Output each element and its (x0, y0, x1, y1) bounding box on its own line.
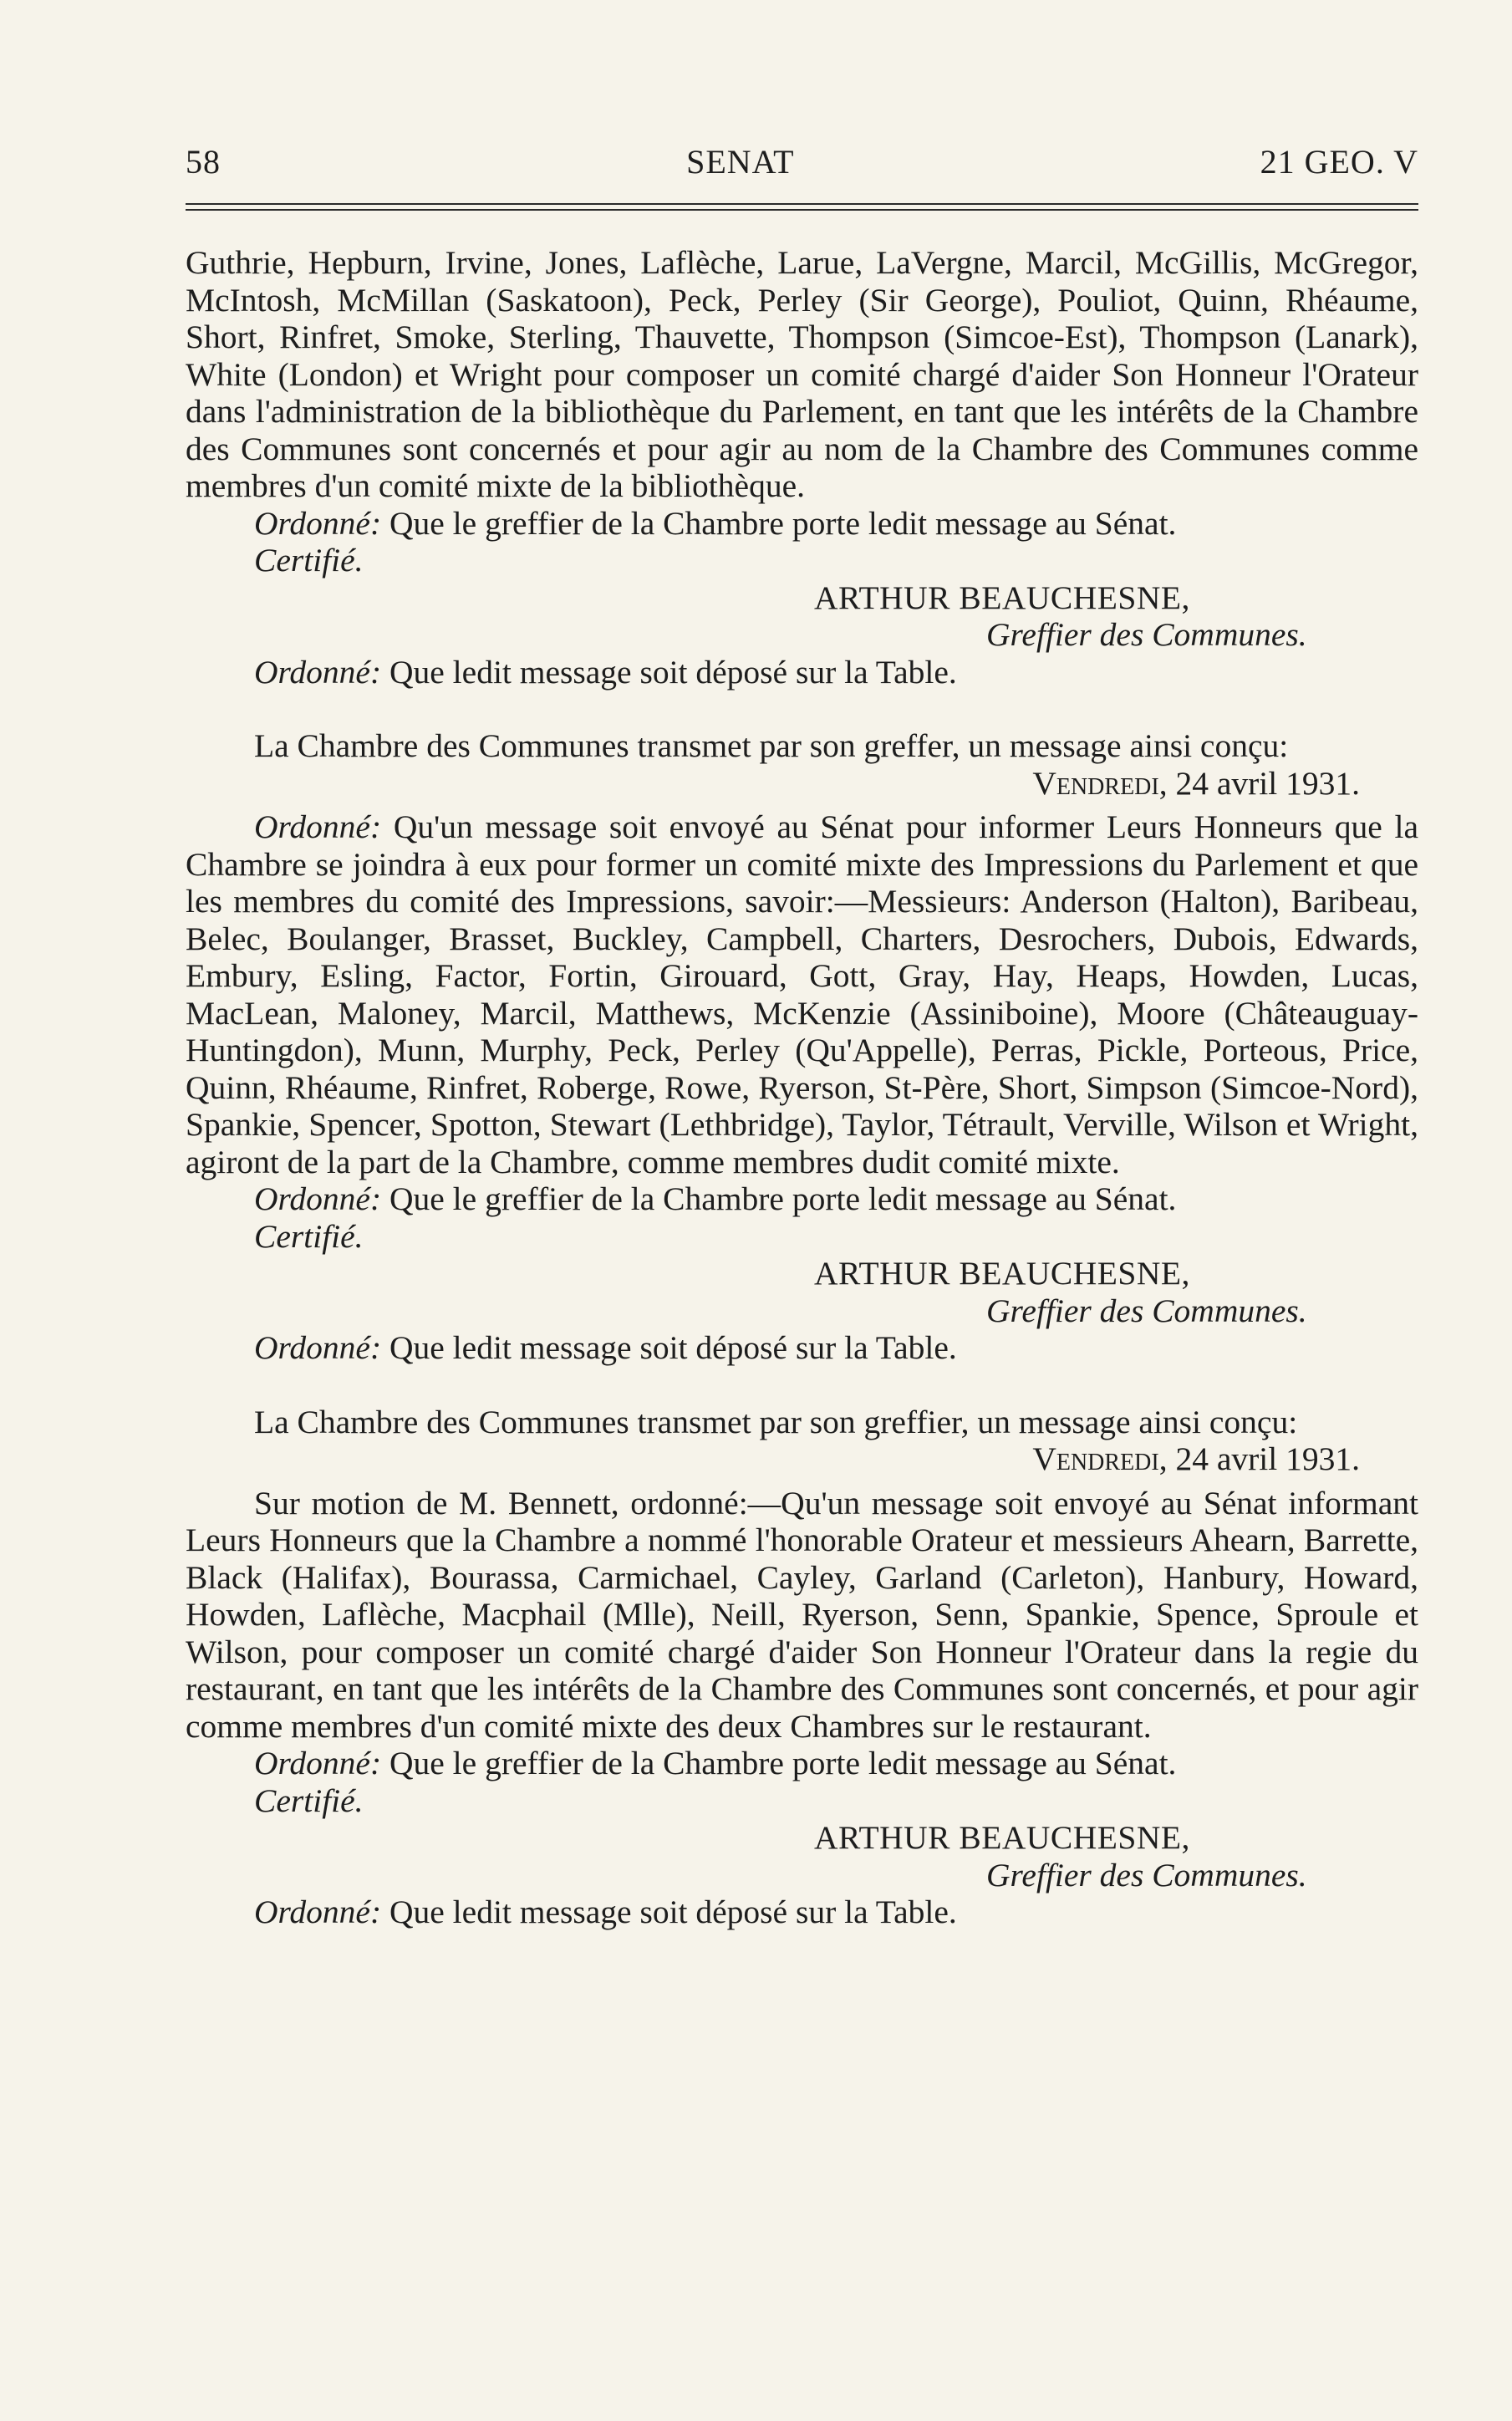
certified-label: Certifié. (254, 1781, 364, 1819)
signatory-title: Greffier des Communes. (986, 616, 1307, 653)
table-text: Que ledit message soit déposé sur la Table. (389, 653, 957, 691)
table-prefix: Ordonné: (254, 653, 382, 691)
ordered-line (186, 1745, 1418, 1782)
table-prefix: Ordonné: (254, 1893, 382, 1930)
ordered-text: Que le greffier de la Chambre porte ledit message au Sénat. (389, 1745, 1177, 1781)
date-rest: 24 avril 1931. (1175, 1440, 1360, 1477)
signatory-title: Greffier des Communes. (986, 1292, 1307, 1329)
ordered-prefix: Ordonné: (254, 1180, 382, 1217)
message-body (186, 808, 1418, 1180)
ordered-prefix: Ordonné: (254, 504, 382, 542)
page-title: SENAT (686, 143, 795, 181)
ordered-text: Que le greffier de la Chambre porte ledit message au Sénat. (389, 504, 1177, 542)
signatory-name: ARTHUR BEAUCHESNE, (814, 1255, 1190, 1292)
ordered-line (186, 1180, 1418, 1218)
page-number: 58 (186, 143, 221, 181)
page-content (186, 244, 1418, 1931)
ordered-text: Que le greffier de la Chambre porte ledit message au Sénat. (389, 1180, 1177, 1217)
table-text: Que ledit message soit déposé sur la Table. (389, 1893, 957, 1930)
message-intro: La Chambre des Communes transmet par son greffier, un message ainsi conçu: (254, 1403, 1298, 1440)
table-text: Que ledit message soit déposé sur la Table. (389, 1329, 957, 1366)
certified-label: Certifié. (254, 1217, 364, 1255)
ordered-prefix: Ordonné: (254, 1745, 382, 1781)
message-date (186, 765, 1418, 803)
message-date (186, 1440, 1418, 1478)
signatory-name: ARTHUR BEAUCHESNE, (814, 578, 1190, 616)
body-text: Qu'un message soit envoyé au Sénat pour informer Leurs Honneurs que la Chambre se joindra à eux pour former un comité mixte des Impressions du Parlement et que les membres du comité des Impressions, savoir:—Messieurs: Anderson (Halton), Baribeau, Belec, Boulanger, Brasset, Buckley, Campbell, Charters, Desrochers, Dubois, Edwards, Embury, Esling, Factor, Fortin, Girouard, Gott, Gray, Hay, Heaps, Howden, Lucas, MacLean, Maloney, Marcil, Matthews, McKenzie (Assiniboine), Moore (Châteauguay-Huntingdon), Munn, Murphy, Peck, Perley (Qu'Appelle), Perras, Pickle, Porteous, Price, Quinn, Rhéaume, Rinfret, Roberge, Rowe, Ryerson, St-Père, Short, Simpson (Simcoe-Nord), Spankie, Spencer, Spotton, Stewart (Lethbridge), Taylor, Tétrault, Verville, Wilson et Wright, agiront de la part de la Chambre, comme membres dudit comité mixte. (186, 808, 1418, 1180)
body-prefix: Ordonné: (254, 808, 382, 845)
header-double-rule (186, 203, 1418, 211)
certified-label: Certifié. (254, 542, 364, 578)
signatory-title: Greffier des Communes. (986, 1856, 1307, 1893)
date-rest: 24 avril 1931. (1175, 764, 1360, 802)
ordered-line (186, 505, 1418, 543)
signatory-name: ARTHUR BEAUCHESNE, (814, 1819, 1190, 1856)
session-label: 21 GEO. V (1260, 143, 1418, 181)
date-day: Vendredi, (1032, 1440, 1168, 1477)
table-line (186, 1329, 1418, 1367)
page-header (186, 142, 1418, 181)
table-line (186, 1893, 1418, 1931)
message-intro: La Chambre des Communes transmet par son greffer, un message ainsi conçu: (254, 727, 1289, 764)
message-body: Sur motion de M. Bennett, ordonné:—Qu'un message soit envoyé au Sénat informant Leurs Honneurs que la Chambre a nommé l'honorable Orateur et messieurs Ahearn, Barrette, Black (Halifax), Bourassa, Carmichael, Cayley, Garland (Carleton), Hanbury, Howard, Howden, Laflèche, Macphail (Mlle), Neill, Ryerson, Senn, Spankie, Spence, Sproule et Wilson, pour composer un comité chargé d'aider Son Honneur l'Orateur dans la regie du restaurant, en tant que les intérêts de la Chambre des Communes sont concernés, et pour agir comme membres d'un comité mixte des deux Chambres sur le restaurant. (186, 1484, 1418, 1745)
table-line (186, 654, 1418, 691)
continuation-paragraph: Guthrie, Hepburn, Irvine, Jones, Laflèche, Larue, LaVergne, Marcil, McGillis, McGregor, McIntosh, McMillan (Saskatoon), Peck, Perley (Sir George), Pouliot, Quinn, Rhéaume, Short, Rinfret, Smoke, Sterling, Thauvette, Thompson (Simcoe-Est), Thompson (Lanark), White (London) et Wright pour composer un comité chargé d'aider Son Honneur l'Orateur dans l'administration de la bibliothèque du Parlement, en tant que les intérêts de la Chambre des Communes sont concernés et pour agir au nom de la Chambre des Communes comme membres d'un comité mixte de la bibliothèque. (186, 244, 1418, 504)
table-prefix: Ordonné: (254, 1329, 382, 1366)
date-day: Vendredi, (1032, 764, 1168, 802)
